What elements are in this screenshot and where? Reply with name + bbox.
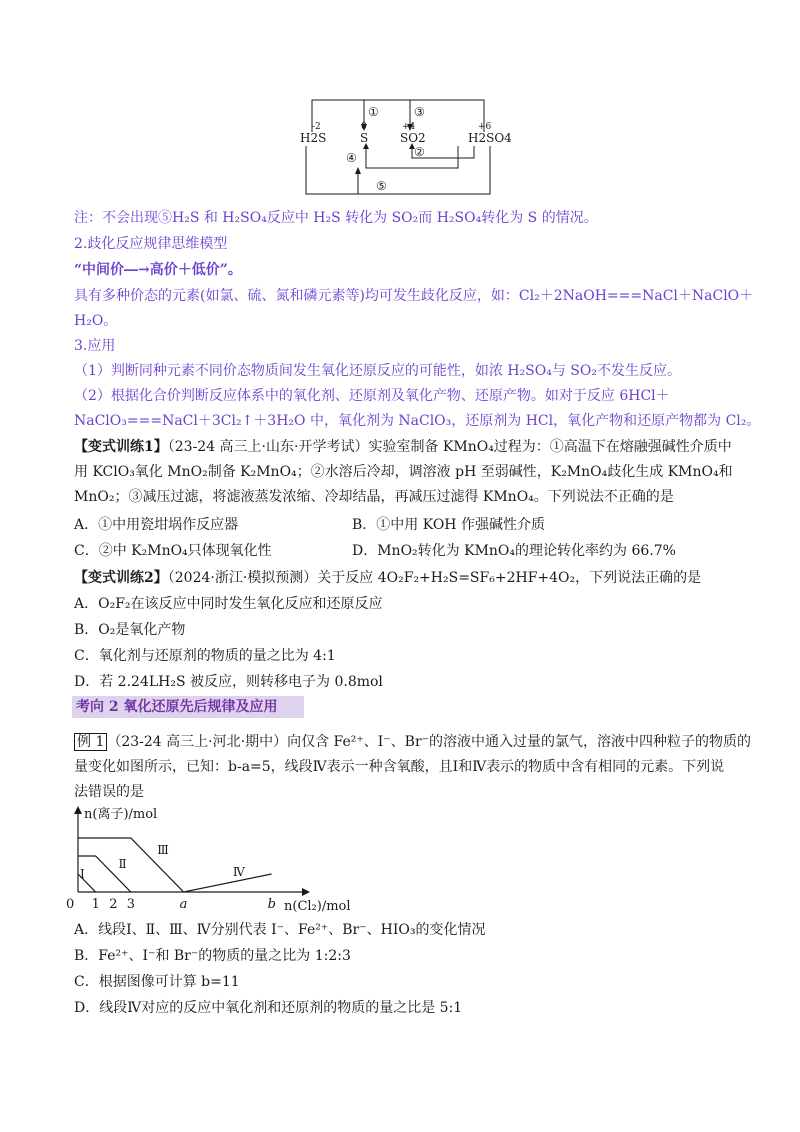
series-label: Ⅳ	[232, 865, 245, 879]
series-line	[184, 874, 272, 892]
exercise-2-text1: （2024·浙江·模拟预测）关于反应 4O₂F₂+H₂S=SF₆+2HF+4O₂，下列说法正确的是	[167, 570, 702, 586]
section-heading: 考向 2 氧化还原先后规律及应用	[76, 699, 278, 715]
exercise-2-option-b: B．O₂是氧化产物	[74, 622, 186, 638]
example-1-line1	[74, 732, 752, 752]
arrow-label-1: ①	[368, 105, 379, 119]
exercise-2-heading: 【变式训练2】	[74, 570, 168, 586]
exercise-1-line2: 用 KClO₃氧化 MnO₂制备 K₂MnO₄；②水溶后冷却，调溶液 pH 至弱碱性，K₂MnO₄歧化生成 KMnO₄和	[74, 464, 733, 480]
section-2-text-line2: H₂O。	[74, 313, 118, 329]
x-tick-label: 3	[126, 897, 136, 912]
example-1-option-d: D．线段Ⅳ对应的反应中氧化剂和还原剂的物质的量之比是 5:1	[74, 1000, 463, 1016]
x-tick-label: 0	[66, 897, 75, 912]
section-3-item2-line2: NaClO₃===NaCl＋3Cl₂↑＋3H₂O 中，氧化剂为 NaClO₃，还原剂为 HCl，氧化产物和还原产物都为 Cl₂。	[74, 413, 761, 429]
arrow-label-2: ②	[414, 145, 425, 159]
exercise-1-line1	[74, 437, 734, 457]
example-1-line3: 法错误的是	[74, 784, 144, 800]
x-tick-label: 2	[109, 897, 118, 912]
example-1-option-c: C．根据图像可计算 b=11	[74, 974, 240, 990]
example-1-text1: （23-24 高三上·河北·期中）向仅含 Fe²⁺、I⁻、Br⁻的溶液中通入过量的氯气，溶液中四种粒子的物质的	[107, 734, 752, 750]
x-tick-label: a	[179, 897, 188, 912]
section-3-title: 3.应用	[74, 338, 116, 354]
valence-s: 0	[361, 122, 367, 132]
exercise-1-option-b: B．①中用 KOH 作强碱性介质	[352, 517, 545, 533]
exercise-2-option-c: C．氧化剂与还原剂的物质的量之比为 4:1	[74, 648, 336, 664]
section-2-formula: “中间价―→高价＋低价”。	[74, 262, 242, 278]
arrow-label-5: ⑤	[376, 179, 387, 193]
example-1-option-a: A．线段Ⅰ、Ⅱ、Ⅲ、Ⅳ分别代表 I⁻、Fe²⁺、Br⁻、HIO₃的变化情况	[74, 922, 486, 938]
valence-h2so4: +6	[478, 122, 492, 132]
example-1-heading: 例 1	[74, 733, 107, 751]
arrow-label-3: ③	[414, 105, 425, 119]
valence-so2: +4	[402, 122, 416, 132]
section-3-item1: （1）判断同种元素不同价态物质间发生氧化还原反应的可能性，如浓 H₂SO₄与 SO₂不发生反应。	[74, 363, 681, 379]
example-1-option-b: B．Fe²⁺、I⁻和 Br⁻的物质的量之比为 1:2:3	[74, 948, 351, 964]
species-so2: SO2	[400, 131, 426, 145]
example-1-line2: 量变化如图所示，已知：b-a=5，线段Ⅳ表示一种含氧酸，且Ⅰ和Ⅳ表示的物质中含有相同的元素。下列说	[74, 759, 725, 775]
species-h2s: H2S	[300, 131, 327, 145]
exercise-1-option-a: A．①中用瓷坩埚作反应器	[74, 517, 239, 533]
diagram-note: 注：不会出现⑤H₂S 和 H₂SO₄反应中 H₂S 转化为 SO₂而 H₂SO₄转化为 S 的情况。	[74, 210, 598, 226]
series-label: Ⅱ	[118, 857, 127, 871]
exercise-1-heading: 【变式训练1】	[74, 439, 168, 455]
x-tick-label: b	[267, 897, 276, 912]
exercise-2-option-d: D．若 2.24LH₂S 被反应，则转移电子为 0.8mol	[74, 674, 383, 690]
species-s: S	[360, 131, 369, 145]
valence-h2s: -2	[312, 122, 321, 132]
x-axis-arrow	[302, 888, 310, 896]
arrow-label-4: ④	[346, 151, 357, 165]
exercise-2-line1	[74, 568, 734, 588]
y-axis-arrow	[74, 806, 82, 814]
species-h2so4: H2SO4	[468, 131, 512, 145]
exercise-1-option-d: D．MnO₂转化为 KMnO₄的理论转化率约为 66.7%	[352, 543, 676, 559]
series-label: Ⅰ	[80, 867, 85, 881]
ion-amount-chart	[68, 804, 368, 916]
valence-diagram	[298, 96, 512, 198]
x-axis-label: n(Cl₂)/mol	[284, 899, 351, 914]
section-2-text-line1: 具有多种价态的元素(如氯、硫、氮和磷元素等)均可发生歧化反应，如：Cl₂＋2NaOH===NaCl＋NaClO＋	[74, 288, 754, 304]
exercise-1-text1: （23-24 高三上·山东·开学考试）实验室制备 KMnO₄过程为：①高温下在熔融强碱性介质中	[167, 439, 732, 455]
series-label: Ⅲ	[157, 843, 169, 857]
exercise-2-option-a: A．O₂F₂在该反应中同时发生氧化反应和还原反应	[74, 596, 383, 612]
y-axis-label: n(离子)/mol	[84, 807, 158, 822]
x-tick-label: 1	[91, 897, 100, 912]
section-3-item2-line1: （2）根据化合价判断反应体系中的氧化剂、还原剂及氧化产物、还原产物。如对于反应 6HCl＋	[74, 388, 670, 404]
exercise-1-line3: MnO₂；③减压过滤，将滤液蒸发浓缩、冷却结晶，再减压过滤得 KMnO₄。下列说法不正确的是	[74, 489, 674, 505]
exercise-1-option-c: C．②中 K₂MnO₄只体现氧化性	[74, 543, 272, 559]
section-2-title: 2.歧化反应规律思维模型	[74, 236, 228, 252]
